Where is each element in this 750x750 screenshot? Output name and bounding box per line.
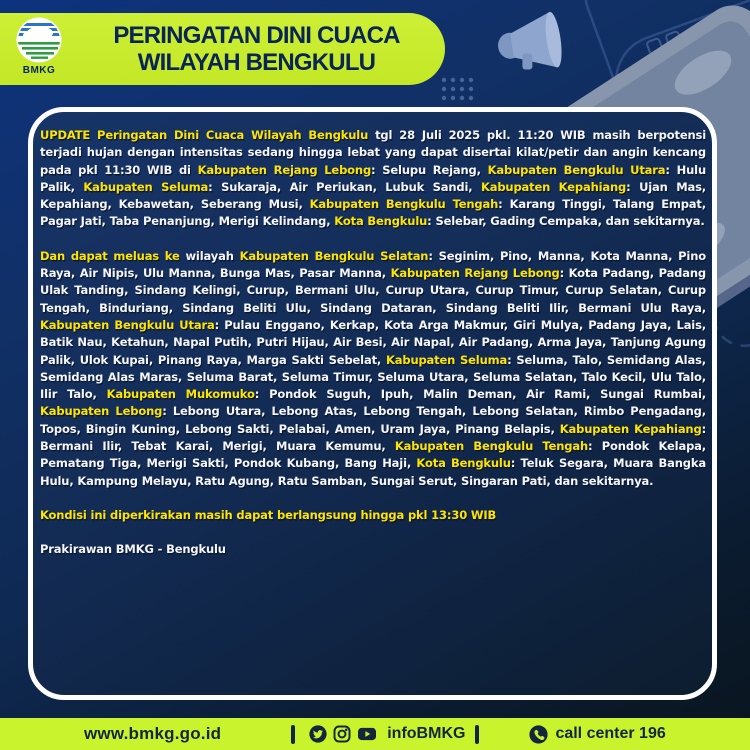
text-run: : Hulu Palik, [40,162,706,194]
header-banner [0,13,445,85]
text-run: : Pondok Suguh, Ipuh, Malin Deman, Air Rami, Sungai Rumbai, [254,387,707,402]
text-run: : Pondok Kelapa, Pematang Tiga, Merigi Sakti, Pondok Kubang, Bang Haji, [40,439,706,471]
youtube-icon [357,725,377,743]
text-run: Kabupaten Seluma [385,352,508,367]
text-run: : Lebong Utara, Lebong Atas, Lebong Tengah, Lebong Selatan, Rimbo Pengadang, Topos, Bingin Kuning, Lebong Sakti, Pelabai, Amen, Uram Jaya, Pinang Belapis, [40,404,706,436]
text-run: : Kota Padang, Padang Ulak Tanding, Sindang Kelingi, Curup, Bermani Ulu, Curup Utara, Curup Timur, Curup Selatan, Curup Tengah, Binduriang, Sindang Beliti Ulu, Sindang Dataran, Sindang Beliti Ilir, Bermani Ulu Raya, [40,266,706,315]
text-run: Kabupaten Rejang Lebong [390,266,560,281]
instagram-icon [333,725,351,743]
text-run: : Seluma, Talo, Semidang Alas, Semidang Alas Maras, Seluma Barat, Seluma Timur, Seluma Utara, Seluma Selatan, Talo Kecil, Ulu Talo, Ilir Talo, [40,352,706,402]
bmkg-logo-text: BMKG [22,65,56,76]
text-run: Kota Bengkulu [416,456,511,471]
text-run: tgl 28 Juli 2025 pkl. 11:20 WIB masih berpotensi terjadi hujan dengan intensitas sedang hingga lebat yang dapat disertai kilat/petir dan angin kencang pada pkl 11:30 WIB di [40,128,706,177]
bmkg-logo-icon [16,17,62,63]
poster-title-line1: PERINGATAN DINI CUACA [113,22,400,49]
warning-paragraph-expansion [40,248,706,490]
poster-title-line2: WILAYAH BENGKULU [137,49,376,76]
text-run: : Sukaraja, Air Periukan, Lubuk Sandi, [208,179,481,194]
megaphone-icon [494,11,564,75]
website-url: www.bmkg.go.id [84,724,222,743]
text-run: Kabupaten Bengkulu Utara [487,162,666,177]
divider [475,725,479,744]
text-run: : Teluk Segara, Muara Bangka Hulu, Kampung Melayu, Ratu Agung, Ratu Samban, Sungai Serut, Singaran Pati, dan sekitarnya. [40,456,706,488]
warning-duration-note: Kondisi ini diperkirakan masih dapat berlangsung hingga pkl 13:30 WIB [40,507,497,522]
text-run: : Pulau Enggano, Kerkap, Kota Arga Makmur, Giri Mulya, Padang Jaya, Lais, Batik Nau, Ketahun, Napal Putih, Putri Hijau, Air Besi, Air Napal, Air Padang, Arma Jaya, Tanjung Agung Palik, Ulok Kupai, Pinang Raya, Marga Sakti Sebelat, [40,317,707,367]
dot-grid-icon [442,78,473,100]
text-run: Kabupaten Lebong [40,404,163,419]
warning-content-box [28,107,717,700]
text-run: Kabupaten Rejang Lebong [197,162,372,177]
twitter-icon [309,725,327,743]
text-run: UPDATE Peringatan Dini Cuaca Wilayah Bengkulu [40,128,369,142]
text-run: Dan dapat meluas ke [40,248,180,263]
text-run: : Selupu Rejang, [371,162,488,177]
text-run: Kabupaten Bengkulu Tengah [309,197,499,212]
text-run: : Selebar, Gading Cempaka, dan sekitarnya. [427,214,705,229]
text-run: Kabupaten Kepahiang [480,179,627,194]
bmkg-logo [14,17,64,81]
text-run: Kabupaten Bengkulu Selatan [239,248,429,263]
social-icons [309,725,377,743]
text-run: : Karang Tinggi, Talang Empat, Pagar Jati, Taba Penanjung, Merigi Kelindang, [40,197,706,229]
warning-paragraph-update [40,127,706,231]
social-handle: infoBMKG [387,725,466,742]
divider [291,725,295,744]
text-run: Kabupaten Seluma [83,179,209,194]
poster-title [86,13,427,85]
footer-bar [0,718,750,750]
text-run: Kabupaten Bengkulu Tengah [394,439,589,454]
text-run: : Bermani Ilir, Tebat Karai, Merigi, Muara Kemumu, [40,421,707,454]
text-run: : Seginim, Pino, Manna, Kota Manna, Pino Raya, Air Nipis, Ulu Manna, Bunga Mas, Pasar Manna, [40,248,706,281]
text-run: : Ujan Mas, Kepahiang, Kebawetan, Seberang Musi, [40,179,707,212]
text-run: Kota Bengkulu [334,214,428,229]
text-run: Kabupaten Bengkulu Utara [40,317,215,332]
phone-icon [529,725,548,744]
text-run: Kabupaten Kepahiang [559,421,702,436]
text-run: Kabupaten Mukomuko [106,387,255,402]
call-center-label: call center 196 [555,725,666,742]
forecaster-signature: Prakirawan BMKG - Bengkulu [40,542,226,557]
text-run: wilayah [179,248,240,263]
